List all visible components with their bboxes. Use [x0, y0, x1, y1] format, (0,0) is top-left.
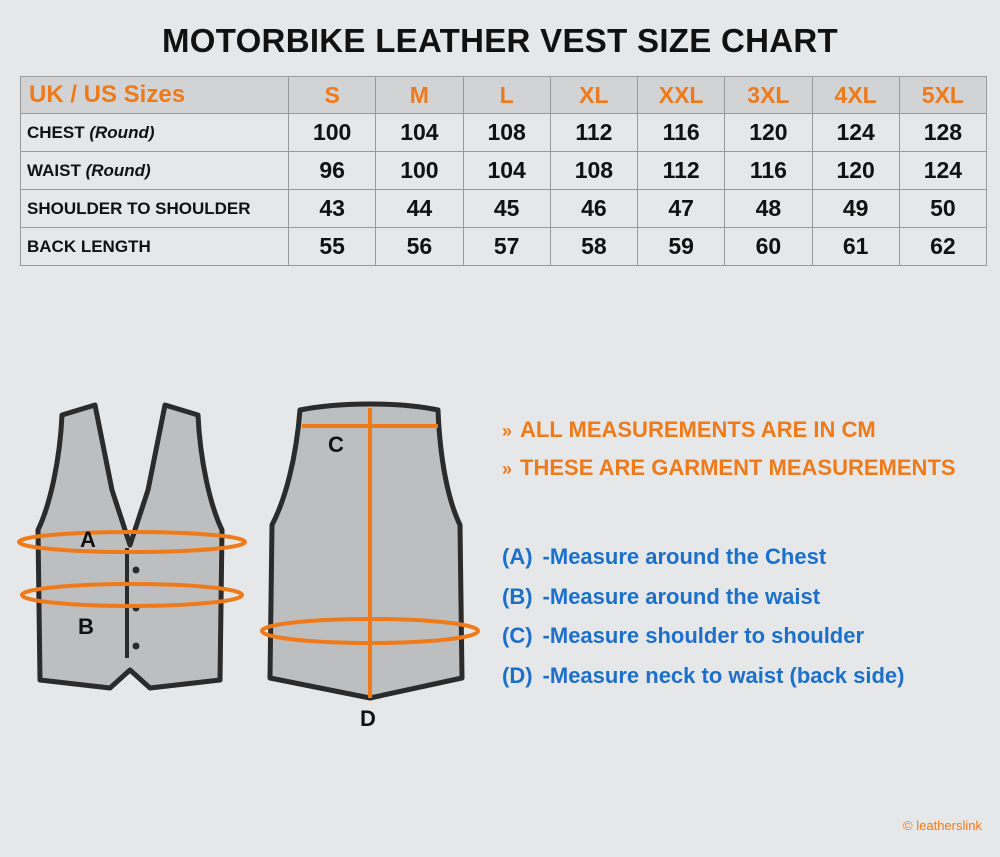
row-label-text: SHOULDER TO SHOULDER — [27, 198, 251, 218]
table-cell: 104 — [376, 114, 463, 152]
label-a: A — [80, 527, 96, 552]
measure-item — [502, 659, 992, 699]
measure-code: (C) — [502, 623, 533, 648]
table-cell: 62 — [899, 228, 986, 266]
table-cell: 46 — [550, 190, 637, 228]
measure-item — [502, 619, 992, 659]
table-cell: 116 — [725, 152, 812, 190]
table-cell: 58 — [550, 228, 637, 266]
table-cell: 59 — [638, 228, 725, 266]
row-label-sub: (Round) — [85, 160, 151, 180]
table-cell: 100 — [376, 152, 463, 190]
measure-instructions — [502, 540, 992, 698]
measure-item — [502, 540, 992, 580]
size-table — [20, 76, 987, 266]
measure-code: (B) — [502, 583, 533, 609]
row-label — [21, 152, 289, 190]
table-cell: 50 — [899, 190, 986, 228]
size-header-label: UK / US Sizes — [21, 77, 289, 114]
table-cell: 56 — [376, 228, 463, 266]
table-cell: 108 — [550, 152, 637, 190]
row-label — [21, 114, 289, 152]
table-row-shoulder — [21, 190, 987, 228]
table-cell: 61 — [812, 228, 899, 266]
table-cell: 48 — [725, 190, 812, 228]
button-dot — [133, 643, 140, 650]
size-header-cell: XXL — [638, 77, 725, 114]
note-text: THESE ARE GARMENT MEASUREMENTS — [520, 455, 956, 480]
table-cell: 55 — [289, 228, 376, 266]
button-dot — [133, 567, 140, 574]
measure-text: -Measure shoulder to shoulder — [542, 623, 865, 648]
row-label-text: CHEST — [27, 122, 85, 142]
vest-back-body — [270, 404, 462, 698]
table-row-waist — [21, 152, 987, 190]
label-d: D — [360, 706, 376, 731]
row-label-text: BACK LENGTH — [27, 236, 151, 256]
row-label-text: WAIST — [27, 160, 81, 180]
table-cell: 116 — [638, 114, 725, 152]
table-cell: 124 — [899, 152, 986, 190]
measurement-notes — [502, 414, 992, 490]
note-item — [502, 414, 992, 452]
vest-front-body — [38, 405, 222, 688]
table-row-back-length — [21, 228, 987, 266]
size-header-cell: 4XL — [812, 77, 899, 114]
vest-diagram — [0, 380, 480, 740]
table-cell: 112 — [550, 114, 637, 152]
table-cell: 57 — [463, 228, 550, 266]
size-header-row — [21, 77, 987, 114]
table-cell: 124 — [812, 114, 899, 152]
double-arrow-icon: » — [502, 459, 513, 479]
table-cell: 104 — [463, 152, 550, 190]
chart-title: MOTORBIKE LEATHER VEST SIZE CHART — [161, 22, 839, 59]
table-cell: 128 — [899, 114, 986, 152]
label-c: C — [328, 432, 344, 457]
measure-text: -Measure around the waist — [542, 583, 821, 609]
size-header-cell: XL — [550, 77, 637, 114]
table-row-chest — [21, 114, 987, 152]
measure-code: (A) — [502, 544, 533, 569]
double-arrow-icon: » — [502, 421, 513, 441]
table-cell: 47 — [638, 190, 725, 228]
copyright-text: © leatherslink — [903, 818, 982, 833]
size-header-cell: S — [289, 77, 376, 114]
table-cell: 60 — [725, 228, 812, 266]
measure-code: (D) — [502, 662, 533, 688]
size-header-cell: 3XL — [725, 77, 812, 114]
note-item — [502, 452, 992, 490]
table-cell: 49 — [812, 190, 899, 228]
table-cell: 45 — [463, 190, 550, 228]
row-label-sub: (Round) — [89, 122, 155, 142]
row-label — [21, 190, 289, 228]
table-cell: 44 — [376, 190, 463, 228]
size-header-cell: M — [376, 77, 463, 114]
vest-front — [19, 405, 245, 688]
table-cell: 120 — [812, 152, 899, 190]
measure-item — [502, 580, 992, 620]
label-b: B — [78, 614, 94, 639]
measure-text: -Measure around the Chest — [542, 544, 827, 569]
table-cell: 120 — [725, 114, 812, 152]
table-cell: 108 — [463, 114, 550, 152]
table-cell: 96 — [289, 152, 376, 190]
row-label — [21, 228, 289, 266]
table-cell: 100 — [289, 114, 376, 152]
note-text: ALL MEASUREMENTS ARE IN CM — [520, 417, 876, 442]
size-header-cell: L — [463, 77, 550, 114]
table-cell: 112 — [638, 152, 725, 190]
measure-text: -Measure neck to waist (back side) — [542, 662, 905, 688]
vest-back — [262, 404, 478, 731]
table-cell: 43 — [289, 190, 376, 228]
size-header-cell: 5XL — [899, 77, 986, 114]
